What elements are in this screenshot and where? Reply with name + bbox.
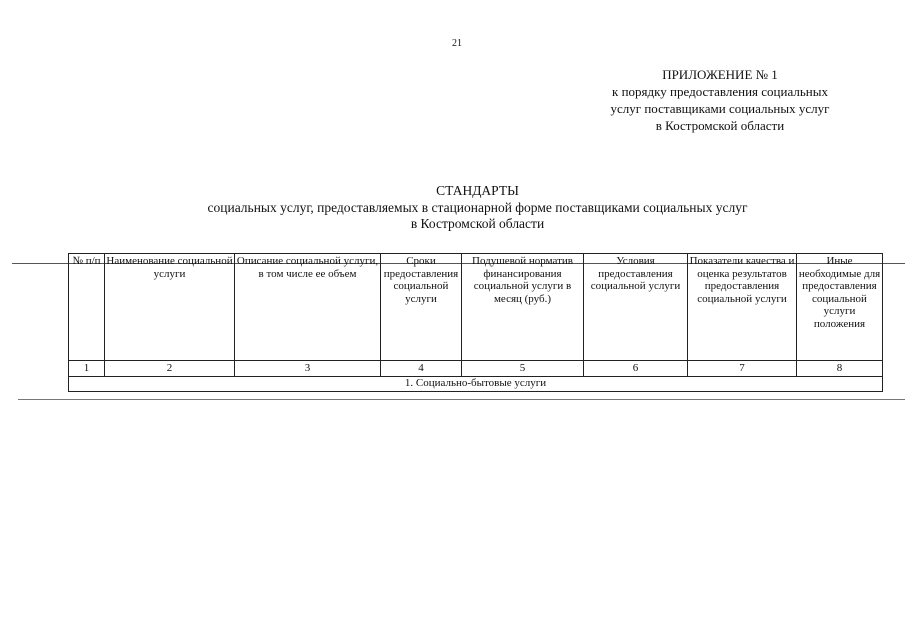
header-cell-service-name: Наименование социальной услуги bbox=[105, 254, 235, 361]
header-cell-quality: Показатели качества и оценка результатов предоставления социальной услуги bbox=[688, 254, 797, 361]
appendix-line: к порядку предоставления социальных bbox=[612, 84, 828, 99]
scan-line-bottom bbox=[18, 399, 905, 400]
appendix-line: услуг поставщиками социальных услуг bbox=[610, 101, 830, 116]
appendix-title: ПРИЛОЖЕНИЕ № 1 bbox=[662, 67, 778, 82]
document-subtitle-line: социальных услуг, предоставляемых в стационарной форме поставщиками социальных услуг bbox=[207, 199, 748, 215]
column-number-cell: 6 bbox=[584, 361, 688, 377]
standards-table bbox=[68, 253, 883, 392]
column-number-row bbox=[69, 361, 883, 377]
document-title bbox=[70, 183, 885, 233]
column-number-cell: 8 bbox=[797, 361, 883, 377]
document-subtitle-line: в Костромской области bbox=[410, 216, 545, 231]
section-title: 1. Социально-бытовые услуги bbox=[69, 377, 883, 392]
section-row bbox=[69, 377, 883, 392]
header-cell-conditions: Условия предоставления социальной услуги bbox=[584, 254, 688, 361]
column-number-cell: 1 bbox=[69, 361, 105, 377]
column-number-cell: 2 bbox=[105, 361, 235, 377]
header-cell-financing: Подушевой норматив финансирования социальной услуги в месяц (руб.) bbox=[462, 254, 584, 361]
header-cell-number: № п/п bbox=[69, 254, 105, 361]
header-cell-other: Иные необходимые для предоставления социальной услуги положения bbox=[797, 254, 883, 361]
header-row bbox=[69, 254, 883, 361]
column-number-cell: 4 bbox=[381, 361, 462, 377]
page-number: 21 bbox=[452, 38, 462, 49]
column-number-cell: 3 bbox=[235, 361, 381, 377]
appendix-block bbox=[560, 66, 880, 134]
column-number-cell: 7 bbox=[688, 361, 797, 377]
header-cell-description: Описание социальной услуги, в том числе ее объем bbox=[235, 254, 381, 361]
column-number-cell: 5 bbox=[462, 361, 584, 377]
appendix-line: в Костромской области bbox=[655, 118, 785, 133]
document-heading: СТАНДАРТЫ bbox=[436, 183, 519, 198]
header-cell-terms: Сроки предоставления социальной услуги bbox=[381, 254, 462, 361]
